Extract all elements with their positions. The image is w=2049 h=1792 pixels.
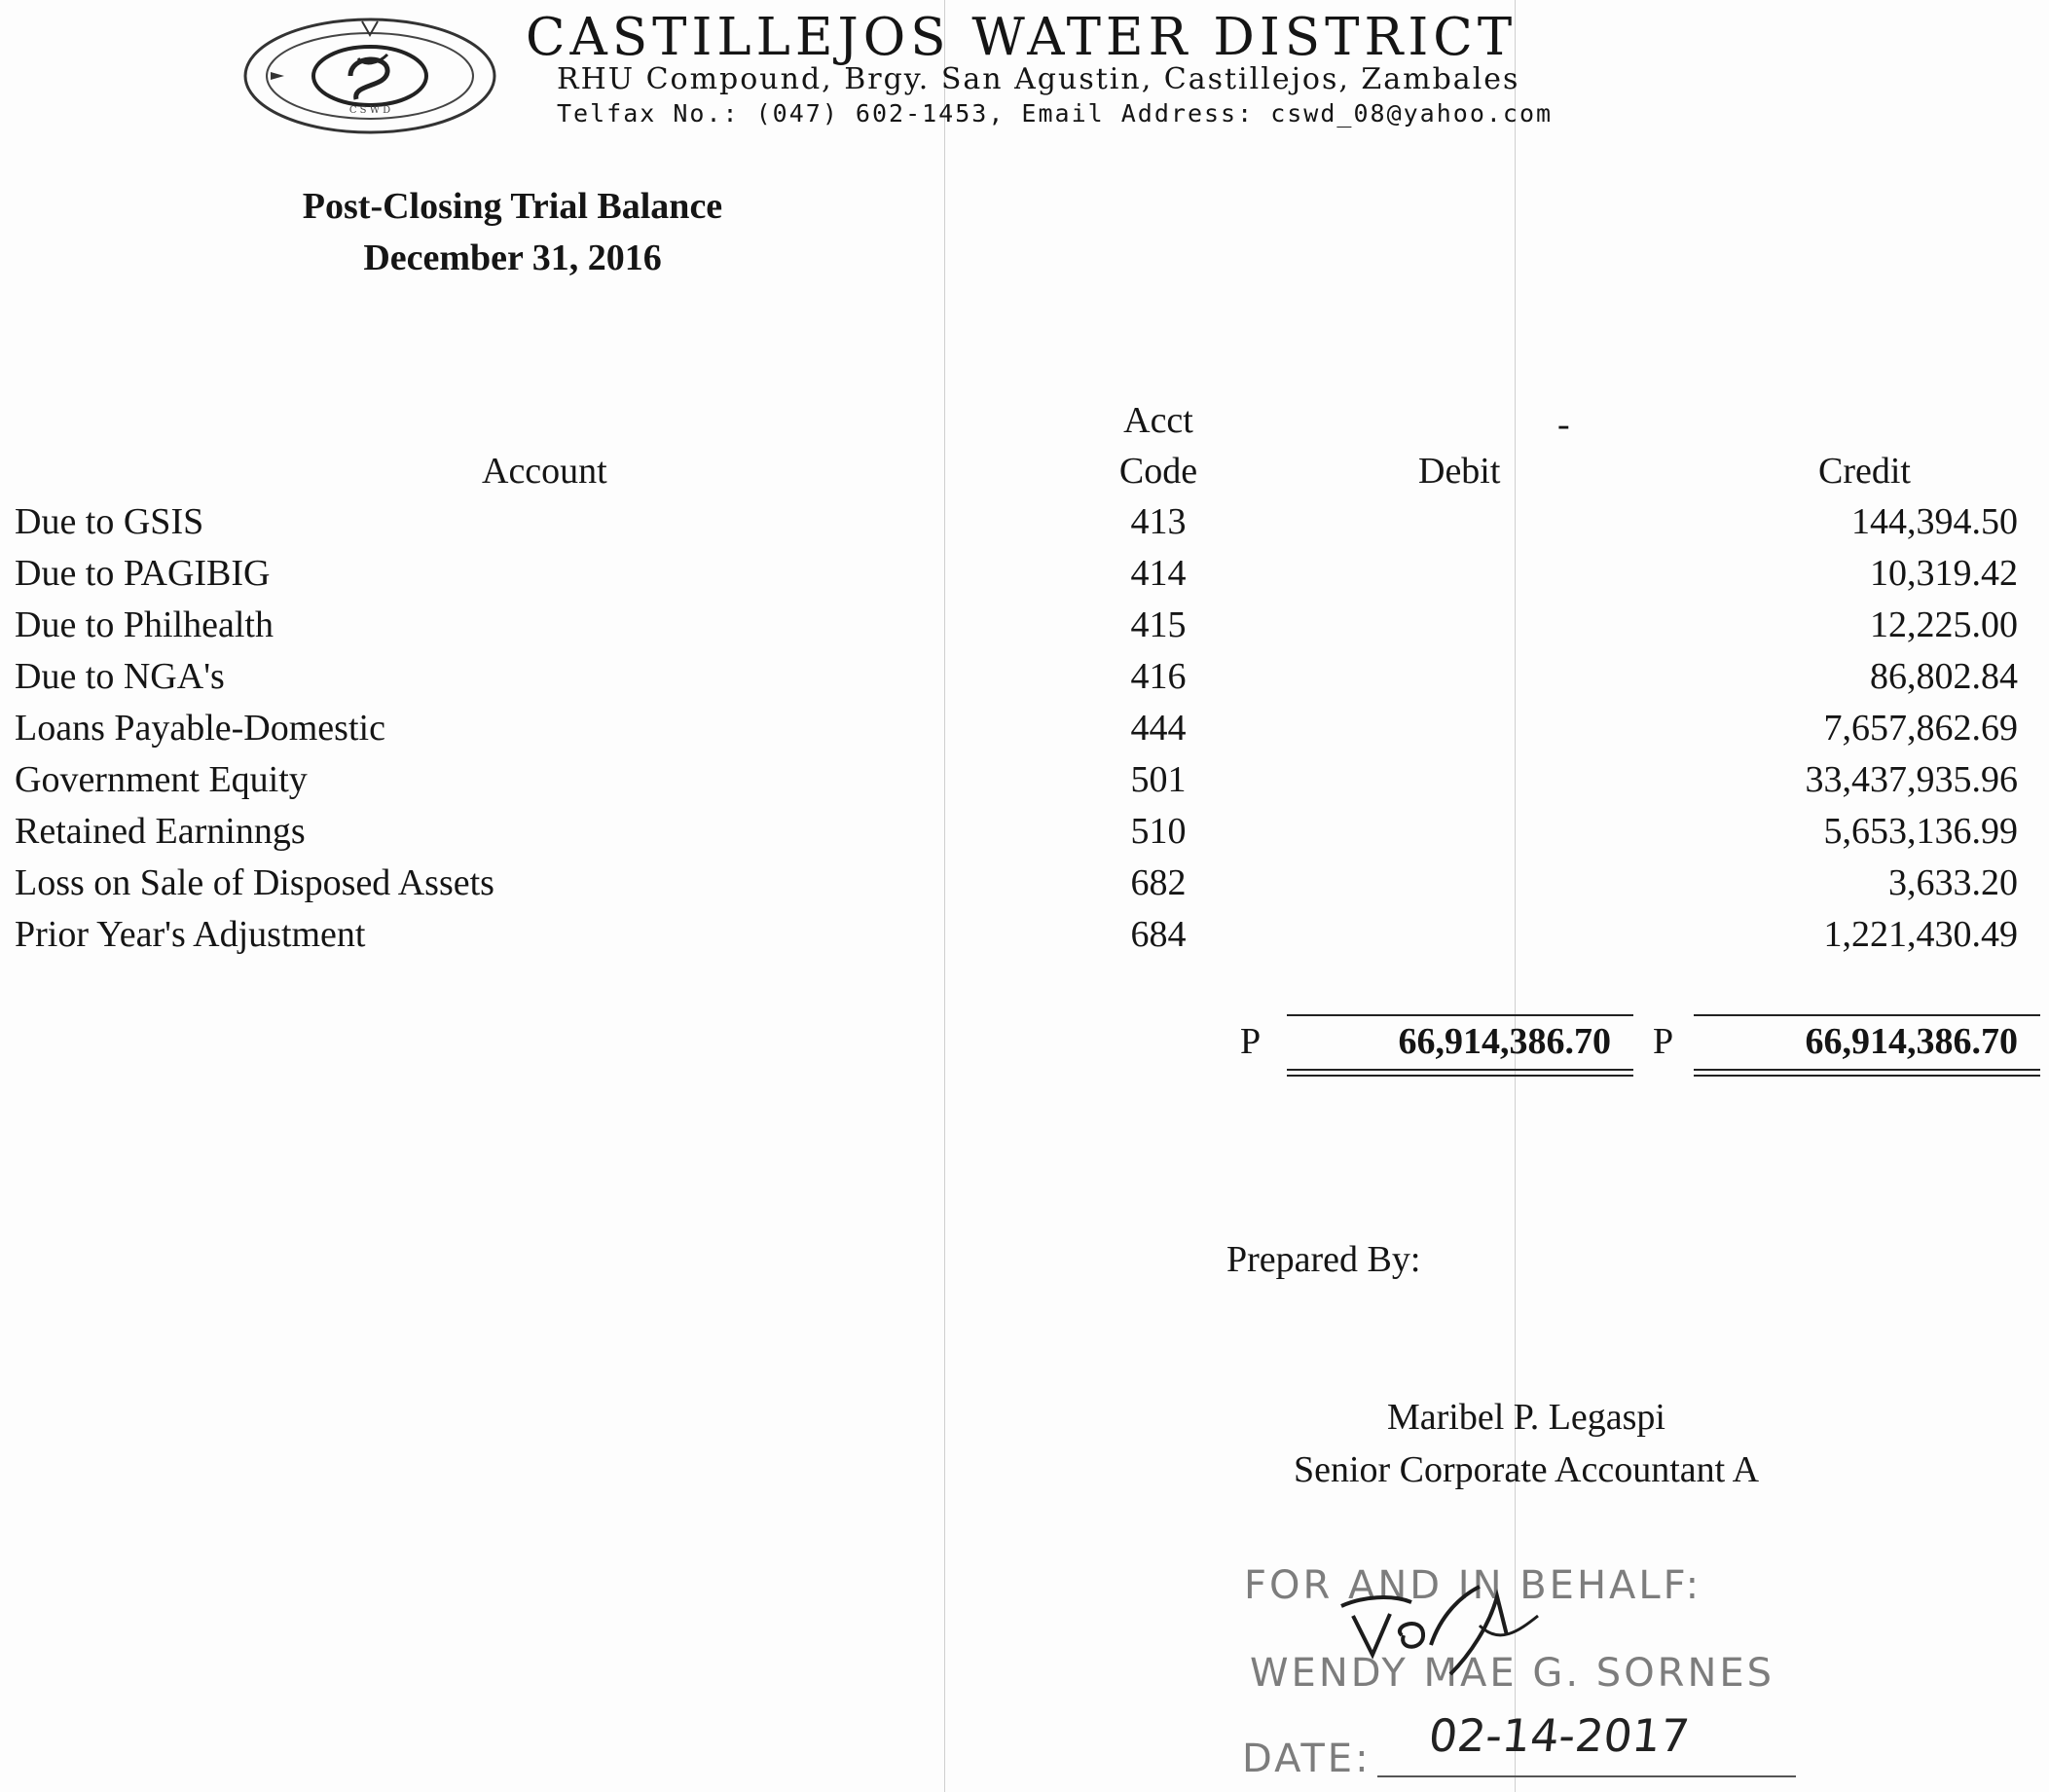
header-credit: Credit bbox=[1818, 451, 1911, 492]
row-code: 510 bbox=[1130, 811, 1187, 852]
row-credit: 5,653,136.99 bbox=[1823, 811, 2018, 852]
company-name: CASTILLEJOS WATER DISTRICT bbox=[526, 8, 1518, 67]
company-address: RHU Compound, Brgy. San Agustin, Castillejos, Zambales bbox=[557, 62, 1520, 96]
debit-currency-symbol: P bbox=[1240, 1021, 1262, 1062]
prepared-by-label: Prepared By: bbox=[1226, 1239, 1421, 1280]
row-code: 684 bbox=[1130, 914, 1187, 955]
row-credit: 7,657,862.69 bbox=[1823, 708, 2018, 749]
row-code: 501 bbox=[1130, 759, 1187, 800]
header-acct-code-line1: Acct bbox=[1123, 400, 1193, 441]
debit-total: 66,914,386.70 bbox=[1398, 1021, 1611, 1062]
row-account: Due to NGA's bbox=[15, 656, 225, 697]
seal-lettering: C S W D bbox=[348, 105, 391, 116]
handwritten-date: 02-14-2017 bbox=[1426, 1709, 1693, 1762]
debit-total-double-rule bbox=[1287, 1069, 1633, 1071]
row-credit: 3,633.20 bbox=[1888, 862, 2018, 903]
header-debit: Debit bbox=[1418, 451, 1501, 492]
debit-total-top-rule bbox=[1287, 1014, 1633, 1016]
row-account: Retained Earninngs bbox=[15, 811, 306, 852]
row-account: Due to PAGIBIG bbox=[15, 553, 271, 594]
stray-dash-mark: - bbox=[1557, 404, 1570, 445]
report-title: Post-Closing Trial Balance bbox=[302, 186, 723, 227]
row-account: Loss on Sale of Disposed Assets bbox=[15, 862, 494, 903]
header-acct-code-line2: Code bbox=[1118, 451, 1198, 492]
row-credit: 144,394.50 bbox=[1851, 501, 2018, 542]
row-code: 682 bbox=[1130, 862, 1187, 903]
district-seal-logo bbox=[241, 16, 498, 136]
row-code: 414 bbox=[1130, 553, 1187, 594]
row-account: Loans Payable-Domestic bbox=[15, 708, 385, 749]
stamp-name: WENDY MAE G. SORNES bbox=[1250, 1651, 1775, 1696]
credit-total-double-rule bbox=[1694, 1075, 2040, 1077]
header-account: Account bbox=[482, 451, 607, 492]
row-code: 444 bbox=[1130, 708, 1187, 749]
preparer-position: Senior Corporate Accountant A bbox=[1293, 1449, 1760, 1490]
stamp-for-and-in-behalf: FOR AND IN BEHALF: bbox=[1244, 1563, 1702, 1608]
row-account: Due to GSIS bbox=[15, 501, 204, 542]
credit-total-double-rule bbox=[1694, 1069, 2040, 1071]
row-code: 416 bbox=[1130, 656, 1187, 697]
row-account: Due to Philhealth bbox=[15, 604, 274, 645]
row-credit: 86,802.84 bbox=[1870, 656, 2018, 697]
credit-total: 66,914,386.70 bbox=[1805, 1021, 2018, 1062]
handwritten-signature bbox=[1334, 1577, 1557, 1684]
row-credit: 10,319.42 bbox=[1870, 553, 2018, 594]
row-account: Prior Year's Adjustment bbox=[15, 914, 366, 955]
row-credit: 33,437,935.96 bbox=[1805, 759, 2018, 800]
scan-fold-line bbox=[1515, 0, 1516, 1792]
row-account: Government Equity bbox=[15, 759, 308, 800]
stamp-date-label: DATE: bbox=[1242, 1737, 1372, 1781]
row-credit: 12,225.00 bbox=[1870, 604, 2018, 645]
row-credit: 1,221,430.49 bbox=[1823, 914, 2018, 955]
date-underline bbox=[1377, 1775, 1796, 1777]
report-date: December 31, 2016 bbox=[363, 238, 662, 278]
row-code: 415 bbox=[1130, 604, 1187, 645]
credit-currency-symbol: P bbox=[1653, 1021, 1674, 1062]
row-code: 413 bbox=[1130, 501, 1187, 542]
credit-total-top-rule bbox=[1694, 1014, 2040, 1016]
company-contact: Telfax No.: (047) 602-1453, Email Address: cswd_08@yahoo.com bbox=[557, 99, 1554, 128]
debit-total-double-rule bbox=[1287, 1075, 1633, 1077]
preparer-name: Maribel P. Legaspi bbox=[1386, 1397, 1665, 1438]
